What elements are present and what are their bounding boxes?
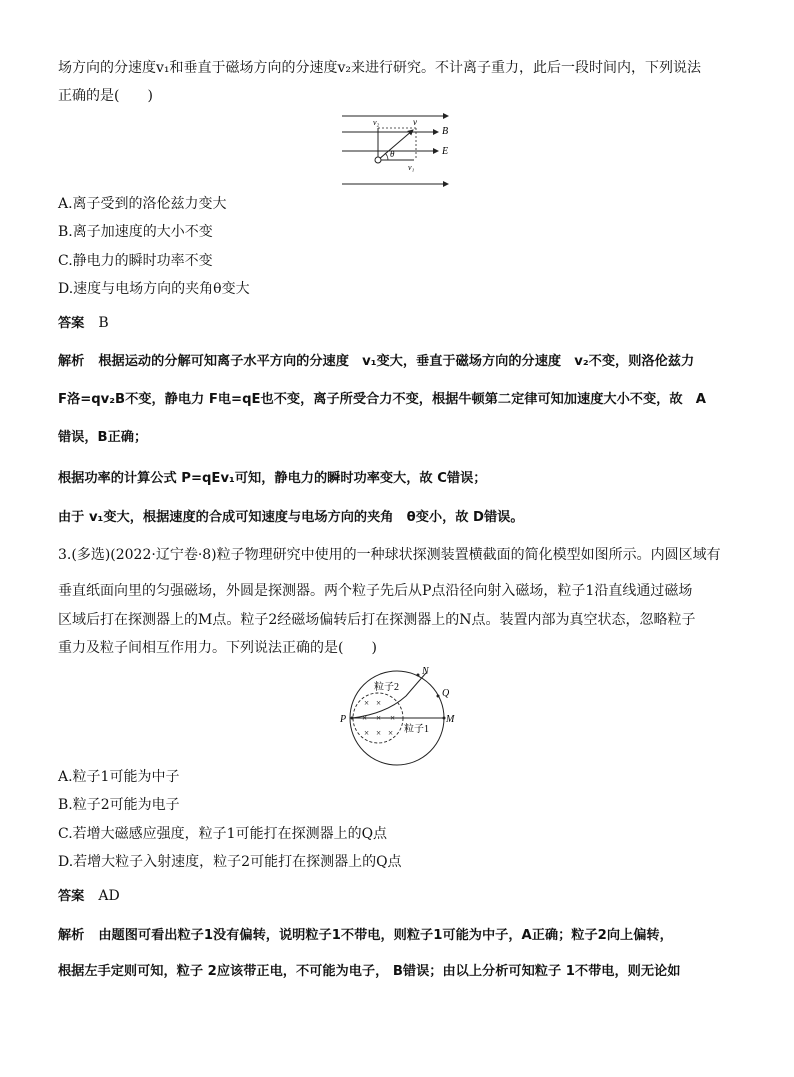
q3-option-a: A.粒子1可能为中子 xyxy=(58,769,180,785)
x-mark: × xyxy=(376,728,382,738)
label-M: M xyxy=(446,714,455,725)
label-v: v xyxy=(413,117,417,127)
label-N: N xyxy=(422,666,429,677)
q2-option-d: D.速度与电场方向的夹角θ变大 xyxy=(58,281,250,297)
x-mark: × xyxy=(376,713,382,723)
q3-analysis-line2: 根据左手定则可知，粒子 2应该带正电，不可能为电子， B错误；由以上分析可知粒子 1不带电，则无论如 xyxy=(58,964,681,979)
q3-stem-line1: 3.(多选)(2022·辽宁卷·8)粒子物理研究中使用的一种球状探测装置横截面的简化模型如图所示。内圆区域有 xyxy=(58,547,721,563)
q3-stem-line3: 区域后打在探测器上的M点。粒子2经磁场偏转后打在探测器上的N点。装置内部为真空状态，忽略粒子 xyxy=(58,612,696,628)
label-particle2: 粒子2 xyxy=(374,682,399,693)
point-p xyxy=(351,717,354,720)
q3-option-c: C.若增大磁感应强度，粒子1可能打在探测器上的Q点 xyxy=(58,826,388,842)
q3-figure xyxy=(336,666,460,768)
x-mark: × xyxy=(362,713,368,723)
x-mark: × xyxy=(390,713,396,723)
q2-option-a: A.离子受到的洛伦兹力变大 xyxy=(58,196,227,212)
label-E: E xyxy=(442,146,449,157)
label-P: P xyxy=(340,714,347,725)
x-mark: × xyxy=(376,698,382,708)
q3-option-d: D.若增大粒子入射速度，粒子2可能打在探测器上的Q点 xyxy=(58,854,402,870)
q2-answer xyxy=(58,313,109,334)
q3-analysis-line1 xyxy=(58,925,673,946)
x-mark: × xyxy=(364,728,370,738)
q2-answer-label: 答案 xyxy=(58,316,85,331)
label-B: B xyxy=(442,126,449,137)
q3-answer-value: AD xyxy=(98,888,120,904)
q3-analysis-label: 解析 xyxy=(58,928,85,943)
q2-stem-line2: 正确的是( ) xyxy=(58,88,153,104)
label-v1: v₁ xyxy=(408,163,415,172)
q2-analysis-line5: 由于 v₁变大，根据速度的合成可知速度与电场方向的夹角 θ变小，故 D错误。 xyxy=(58,510,524,525)
q3-answer xyxy=(58,886,120,907)
label-theta: θ xyxy=(390,149,395,159)
x-mark: × xyxy=(364,698,370,708)
q3-analysis-text-1: 由题图可看出粒子1没有偏转，说明粒子1不带电，则粒子1可能为中子，A正确；粒子2向上偏转， xyxy=(98,928,673,943)
point-n xyxy=(417,674,420,677)
x-mark: × xyxy=(388,728,394,738)
q2-figure xyxy=(338,110,458,190)
label-Q: Q xyxy=(442,688,450,699)
q3-option-b: B.粒子2可能为电子 xyxy=(58,797,180,813)
particle2-path xyxy=(352,673,426,718)
point-q xyxy=(437,695,440,698)
q2-analysis-line2: F洛=qv₂B不变，静电力 F电=qE也不变，离子所受合力不变，根据牛顿第二定律可知加速度大小不变，故 A xyxy=(58,392,706,407)
q2-option-c: C.静电力的瞬时功率不变 xyxy=(58,253,213,269)
q3-stem-line4: 重力及粒子间相互作用力。下列说法正确的是( ) xyxy=(58,640,377,656)
q2-analysis-line1 xyxy=(58,351,694,372)
q3-stem-line2: 垂直纸面向里的匀强磁场，外圆是探测器。两个粒子先后从P点沿径向射入磁场，粒子1沿直线通过磁场 xyxy=(58,583,693,599)
q2-stem-line1: 场方向的分速度v₁和垂直于磁场方向的分速度v₂来进行研究。不计离子重力，此后一段时间内，下列说法 xyxy=(58,60,702,76)
v-vector xyxy=(378,130,413,160)
theta-arc xyxy=(385,153,388,160)
q2-analysis-line4: 根据功率的计算公式 P=qEv₁可知，静电力的瞬时功率变大，故 C错误； xyxy=(58,471,487,486)
label-v2: v₂ xyxy=(373,118,380,127)
q2-analysis-line3: 错误，B正确； xyxy=(58,430,148,445)
label-particle1: 粒子1 xyxy=(404,724,429,735)
ion xyxy=(375,157,381,163)
q2-answer-value: B xyxy=(98,315,109,331)
q2-analysis-label: 解析 xyxy=(58,354,85,369)
q2-analysis-text-1: 根据运动的分解可知离子水平方向的分速度 v₁变大，垂直于磁场方向的分速度 v₂不变，则洛伦兹力 xyxy=(98,354,695,369)
q2-option-b: B.离子加速度的大小不变 xyxy=(58,224,213,240)
q3-answer-label: 答案 xyxy=(58,889,85,904)
